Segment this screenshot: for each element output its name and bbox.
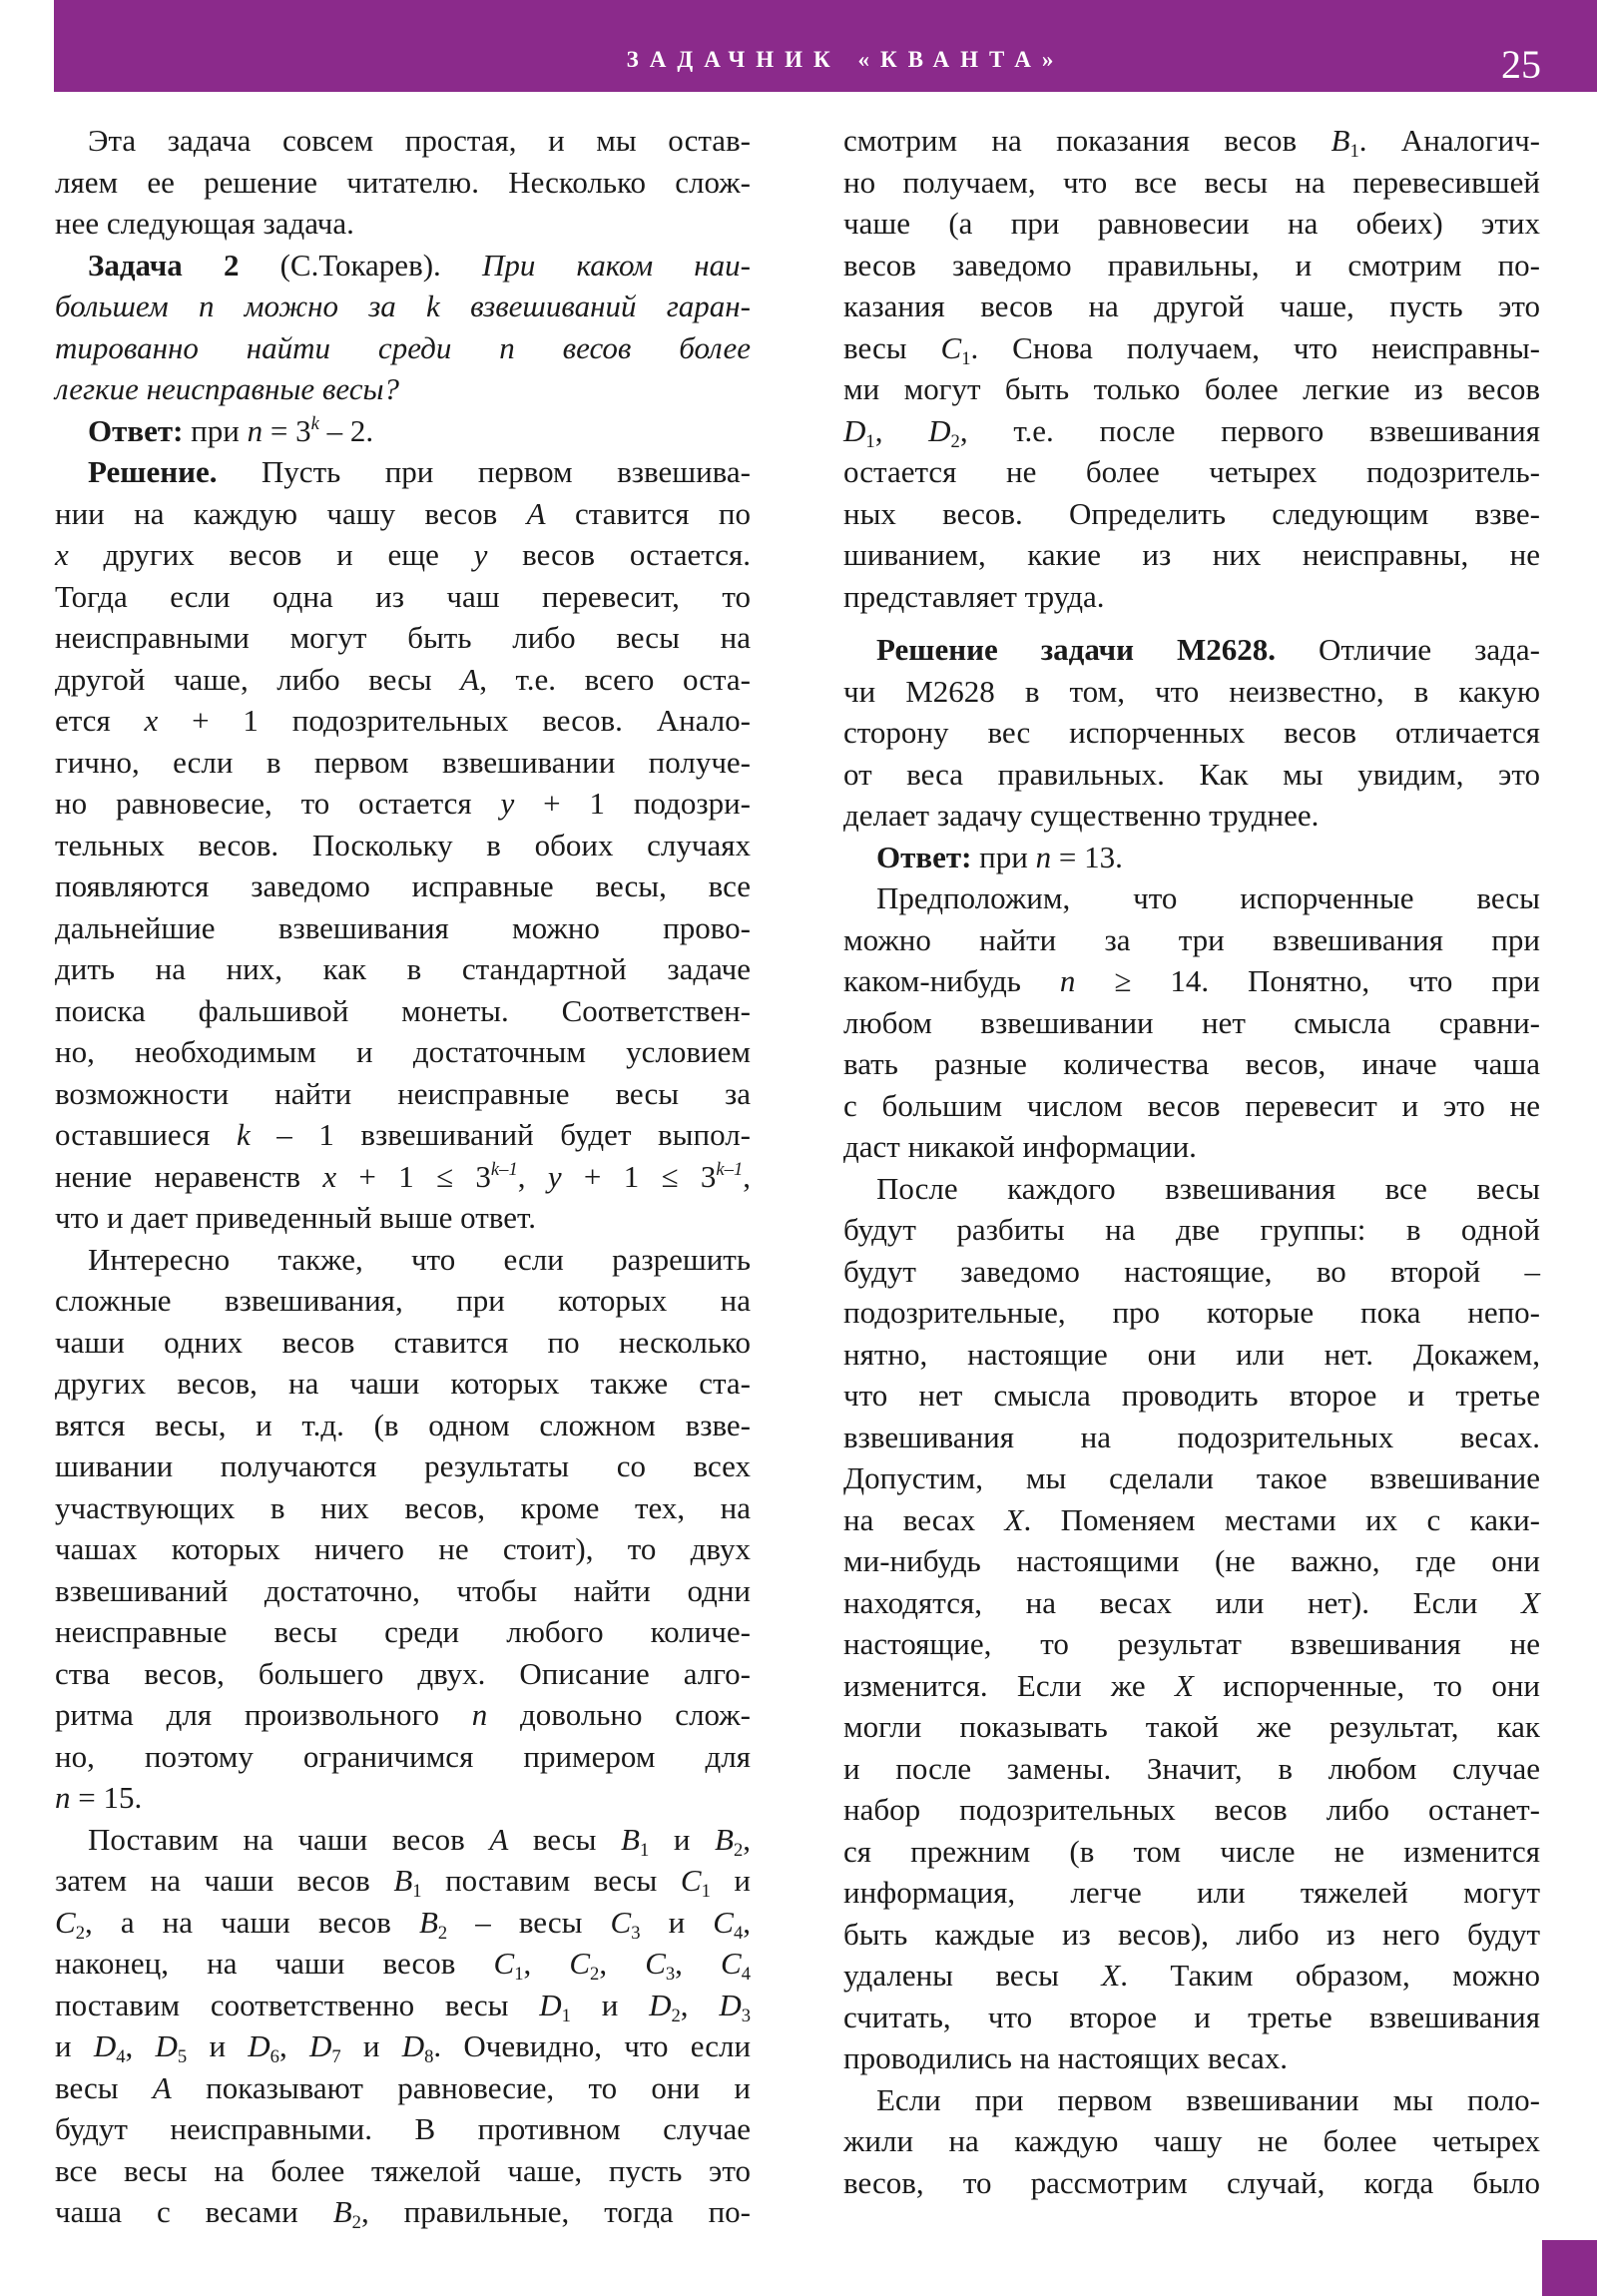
text-line: нее следующая задача. bbox=[55, 206, 354, 241]
running-head-title: ЗАДАЧНИК «КВАНТА» bbox=[626, 47, 1065, 72]
text-line: и $D_4$, $D_5$ и $D_6$, $D_7$ и $D_8$. Очевидно, что если bbox=[55, 2028, 752, 2067]
text-line: Предположим, что испорченные весы bbox=[876, 880, 1540, 915]
right-column bbox=[843, 120, 1540, 2203]
text-line: весы $C_1$. Снова получаем, что неисправны- bbox=[843, 329, 1540, 369]
text-line: можно найти за три взвешивания при bbox=[843, 921, 1540, 957]
text-line: любом взвешивании нет смысла сравни- bbox=[843, 1004, 1540, 1040]
text-line: другой чаше, либо весы A, т.е. всего оста- bbox=[55, 661, 751, 697]
text-line: Эта задача совсем простая, и мы остав- bbox=[88, 123, 751, 158]
text-line: ся прежним (в том числе не изменится bbox=[843, 1833, 1540, 1869]
text-line: остается не более четырех подозритель- bbox=[843, 454, 1540, 489]
text-line: все весы на более тяжелой чаше, пусть это bbox=[55, 2152, 751, 2188]
text-line: ных весов. Определить следующим взве- bbox=[843, 495, 1540, 531]
text-line: $C_2$, а на чаши весов $B_2$ – весы $C_3$ и $C_4$, bbox=[55, 1904, 751, 1944]
text-line: делает задачу существенно труднее. bbox=[843, 798, 1320, 833]
text-line: сторону вес испорченных весов отличается bbox=[843, 715, 1540, 750]
text-line: чаше (а при равновесии на обеих) этих bbox=[843, 206, 1540, 241]
text-line: поиска фальшивой монеты. Соответствен- bbox=[55, 992, 751, 1028]
text-line: После каждого взвешивания все весы bbox=[876, 1170, 1540, 1206]
text-line: Поставим на чаши весов A весы $B_1$ и $B_2$, bbox=[88, 1821, 751, 1861]
text-line: Интересно также, что если разрешить bbox=[88, 1241, 751, 1277]
text-line: представляет труда. bbox=[843, 578, 1105, 614]
text-line: ми могут быть только более легкие из весов bbox=[843, 371, 1540, 406]
text-line: удалены весы X. Таким образом, можно bbox=[843, 1958, 1541, 1993]
text-line: чаша с весами $B_2$, правильные, тогда по- bbox=[55, 2194, 751, 2233]
text-line: ми-нибудь настоящими (не важно, где они bbox=[843, 1543, 1540, 1578]
text-line: шивании получаются результаты со всех bbox=[55, 1448, 751, 1483]
text-line: взвешиваний достаточно, чтобы найти одни bbox=[55, 1572, 751, 1608]
text-line: ритма для произвольного n довольно слож- bbox=[55, 1697, 752, 1732]
text-line: взвешивания на подозрительных весах. bbox=[843, 1419, 1540, 1454]
text-line: тированно найти среди n весов более bbox=[55, 329, 751, 365]
text-line: n = 15. bbox=[55, 1780, 143, 1815]
text-line: возможности найти неисправные весы за bbox=[55, 1075, 751, 1111]
text-line: шиванием, какие из них неисправны, не bbox=[843, 537, 1540, 572]
text-line: чашах которых ничего не стоит), то двух bbox=[55, 1531, 751, 1566]
page-corner-tab bbox=[1542, 2240, 1597, 2296]
text-line: считать, что второе и третье взвешивания bbox=[843, 1999, 1540, 2034]
text-line: Допустим, мы сделали такое взвешивание bbox=[843, 1460, 1540, 1495]
text-line: с большим числом весов перевесит и это не bbox=[843, 1087, 1540, 1123]
text-line: находятся, на весах или нет). Если X bbox=[843, 1584, 1540, 1620]
text-line: набор подозрительных весов либо останет- bbox=[843, 1792, 1540, 1827]
text-line: даст никакой информации. bbox=[843, 1129, 1197, 1164]
text-line: оставшиеся k – 1 взвешиваний будет выпол- bbox=[55, 1117, 751, 1152]
page-number: 25 bbox=[1501, 42, 1541, 87]
problem-statement: При каком наи- bbox=[481, 247, 751, 283]
solution-label: Решение. bbox=[88, 454, 218, 489]
text-line: могли показывать такой же результат, как bbox=[843, 1709, 1540, 1744]
text-line: сложные взвешивания, при которых на bbox=[55, 1283, 751, 1318]
text-line: нятно, настоящие они или нет. Докажем, bbox=[843, 1336, 1540, 1372]
text-line: что и дает приведенный выше ответ. bbox=[55, 1200, 536, 1235]
answer-line: Ответ: при n = 13. bbox=[876, 839, 1123, 874]
problem-author: (С.Токарев). bbox=[239, 247, 482, 283]
text-line: весов заведомо правильны, и смотрим по- bbox=[843, 247, 1540, 283]
text-line: неисправные весы среди любого количе- bbox=[55, 1614, 751, 1649]
problem-2-heading bbox=[55, 245, 751, 287]
text-line: изменится. Если же X испорченные, то они bbox=[843, 1667, 1540, 1703]
solution-heading-line: Решение. Пусть при первом взвешива- bbox=[88, 454, 751, 489]
text-line: вать разные количества весов, иначе чаша bbox=[843, 1046, 1540, 1081]
text-line: будут заведомо настоящие, во второй – bbox=[843, 1253, 1540, 1289]
text-line: Тогда если одна из чаш перевесит, то bbox=[55, 578, 751, 614]
answer-label: Ответ: bbox=[876, 839, 972, 874]
text-line: чи М2628 в том, что неизвестно, в какую bbox=[843, 673, 1540, 709]
solution-m2628-heading: Решение задачи М2628. Отличие зада- bbox=[876, 632, 1540, 667]
text-line: ляем ее решение читателю. Несколько слож- bbox=[55, 164, 751, 200]
text-line: казания весов на другой чаше, пусть это bbox=[843, 288, 1540, 323]
text-line: что нет смысла проводить второе и третье bbox=[843, 1378, 1540, 1413]
text-line: проводились на настоящих весах. bbox=[843, 2040, 1289, 2075]
text-line: чаши одних весов ставится по несколько bbox=[55, 1324, 751, 1360]
text-line: легкие неисправные весы? bbox=[55, 371, 399, 406]
text-line: но равновесие, то остается y + 1 подозри- bbox=[55, 786, 751, 821]
problem-label: Задача 2 bbox=[88, 247, 240, 283]
text-line: информация, легче или тяжелей могут bbox=[843, 1875, 1540, 1910]
text-line: появляются заведомо исправные весы, все bbox=[55, 868, 751, 903]
text-line: дить на них, как в стандартной задаче bbox=[55, 951, 751, 986]
text-line: каком-нибудь n ≥ 14. Понятно, что при bbox=[843, 963, 1541, 998]
text-line: затем на чаши весов $B_1$ поставим весы $C_1$ и bbox=[55, 1863, 751, 1902]
text-line: ства весов, большего двух. Описание алго- bbox=[55, 1655, 751, 1691]
text-line: и после замены. Значит, в любом случае bbox=[843, 1750, 1540, 1786]
page-header-bar bbox=[54, 0, 1597, 92]
answer-label: Ответ: bbox=[88, 412, 184, 448]
text-line: будут разбиты на две группы: в одной bbox=[843, 1212, 1540, 1247]
text-line: жили на каждую чашу не более четырех bbox=[843, 2123, 1540, 2158]
text-line: $D_1$, $D_2$, т.е. после первого взвешивания bbox=[843, 412, 1540, 452]
text-line: гично, если в первом взвешивании получе- bbox=[55, 744, 751, 780]
text-line: вятся весы, и т.д. (в одном сложном взве- bbox=[55, 1407, 751, 1442]
answer-line: Ответ: при $n = 3^k - 2$. bbox=[88, 412, 374, 448]
inequality-line: нение неравенств $x + 1 \le 3^{k-1}$, $y + 1 \le 3^{k-1}$, bbox=[55, 1158, 752, 1194]
text-line: неисправными могут быть либо весы на bbox=[55, 620, 751, 655]
text-line: поставим соответственно весы $D_1$ и $D_2$, $D_3$ bbox=[55, 1987, 752, 2026]
text-line: ется x + 1 подозрительных весов. Анало- bbox=[55, 703, 751, 738]
text-line: но получаем, что все весы на перевесившей bbox=[843, 164, 1540, 200]
text-line: настоящие, то результат взвешивания не bbox=[843, 1626, 1540, 1661]
text-line: но, поэтому ограничимся примером для bbox=[55, 1738, 751, 1774]
text-line: на весах X. Поменяем местами их с каки- bbox=[843, 1501, 1541, 1537]
text-line: но, необходимым и достаточным условием bbox=[55, 1034, 751, 1069]
text-line: x других весов и еще y весов остается. bbox=[55, 537, 751, 572]
text-line: других весов, на чаши которых также ста- bbox=[55, 1366, 751, 1401]
text-line: подозрительные, про которые пока непо- bbox=[843, 1295, 1540, 1330]
text-line: нии на каждую чашу весов A ставится по bbox=[55, 495, 751, 531]
text-line: большем n можно за k взвешиваний гаран- bbox=[55, 288, 751, 323]
text-line: участвующих в них весов, кроме тех, на bbox=[55, 1489, 751, 1525]
text-line: смотрим на показания весов $B_1$. Аналогич- bbox=[843, 123, 1541, 162]
left-column bbox=[55, 120, 751, 2233]
paragraph-gap bbox=[843, 617, 1540, 629]
text-line: весов, то рассмотрим случай, когда было bbox=[843, 2164, 1540, 2200]
solution-m2628-label: Решение задачи М2628. bbox=[876, 632, 1276, 667]
text-line: быть каждые из весов), либо из него будут bbox=[843, 1916, 1540, 1952]
text-line: тельных весов. Поскольку в обоих случаях bbox=[55, 827, 751, 862]
text-line: весы A показывают равновесие, то они и bbox=[55, 2069, 751, 2105]
text-line: Если при первом взвешивании мы поло- bbox=[876, 2081, 1540, 2117]
text-line: будут неисправными. В противном случае bbox=[55, 2111, 751, 2146]
text-line: от веса правильных. Как мы увидим, это bbox=[843, 756, 1540, 792]
text-line: дальнейшие взвешивания можно прово- bbox=[55, 909, 751, 945]
text-line: наконец, на чаши весов $C_1$, $C_2$, $C_3$, $C_4$ bbox=[55, 1946, 752, 1985]
